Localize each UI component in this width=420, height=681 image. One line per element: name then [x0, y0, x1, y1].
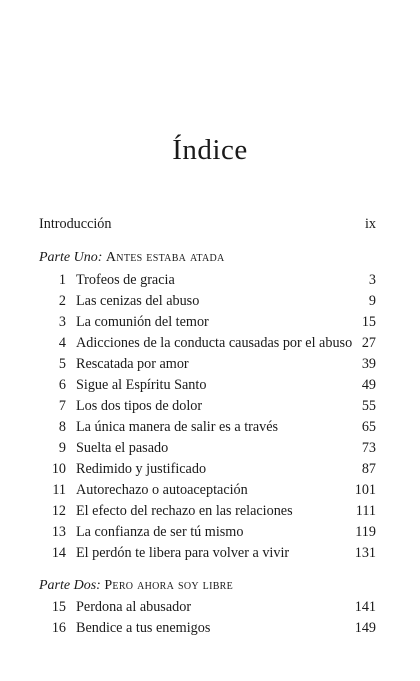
chapter-title: El perdón te libera para volver a vivir	[76, 545, 290, 561]
chapter-page: 141	[354, 599, 376, 615]
chapter-title: La comunión del temor	[76, 314, 209, 330]
chapter-title: Perdona al abusador	[76, 599, 192, 615]
toc-entry-11[interactable]	[39, 480, 376, 500]
toc-entry-title: Introducción	[39, 216, 112, 232]
chapter-page: 87	[361, 461, 376, 477]
chapter-title: Redimido y justificado	[76, 461, 207, 477]
chapter-number: 10	[51, 461, 66, 477]
chapter-page: 101	[354, 482, 376, 498]
chapter-title: Rescatada por amor	[76, 356, 189, 372]
chapter-page: 39	[361, 356, 376, 372]
toc-entry-8[interactable]	[39, 417, 376, 437]
chapter-page: 3	[368, 272, 376, 288]
chapter-title: Adicciones de la conducta causadas por el abuso	[76, 335, 353, 351]
chapter-title: Las cenizas del abuso	[76, 293, 200, 309]
chapter-number: 8	[58, 419, 66, 435]
toc-entry-page: ix	[364, 216, 376, 232]
toc-entry-7[interactable]	[39, 396, 376, 416]
toc-entry-9[interactable]	[39, 438, 376, 458]
chapter-title: Los dos tipos de dolor	[76, 398, 203, 414]
toc-entry-5[interactable]	[39, 354, 376, 374]
page-title: Índice	[172, 134, 248, 166]
chapter-title: La única manera de salir es a través	[76, 419, 279, 435]
chapter-page: 55	[361, 398, 376, 414]
chapter-page: 131	[354, 545, 376, 561]
chapter-number: 6	[58, 377, 66, 393]
chapter-number: 12	[51, 503, 66, 519]
part-title: Antes estaba atada	[105, 250, 225, 265]
chapter-page: 73	[361, 440, 376, 456]
toc-entry-2[interactable]	[39, 291, 376, 311]
toc-entry-12[interactable]	[39, 501, 376, 521]
toc-entry-16[interactable]	[39, 618, 376, 638]
toc-entry-3[interactable]	[39, 312, 376, 332]
toc-entry-intro[interactable]	[39, 214, 376, 234]
chapter-title: Trofeos de gracia	[76, 272, 175, 288]
toc-entry-10[interactable]	[39, 459, 376, 479]
chapter-number: 14	[51, 545, 66, 561]
chapter-title: Sigue al Espíritu Santo	[76, 377, 207, 393]
chapter-page: 65	[361, 419, 376, 435]
chapter-number: 7	[58, 398, 66, 414]
toc-entry-4[interactable]	[39, 333, 376, 353]
chapter-number: 5	[58, 356, 66, 372]
chapter-number: 2	[58, 293, 66, 309]
chapter-title: Bendice a tus enemigos	[76, 620, 211, 636]
chapter-page: 111	[355, 503, 376, 519]
toc-entry-14[interactable]	[39, 543, 376, 563]
chapter-number: 1	[58, 272, 66, 288]
part-title: Pero ahora soy libre	[104, 578, 234, 593]
chapter-page: 15	[361, 314, 376, 330]
part-heading-2	[39, 577, 233, 595]
chapter-number: 9	[58, 440, 66, 456]
chapter-number: 4	[58, 335, 66, 351]
chapter-page: 119	[355, 524, 376, 540]
chapter-page: 49	[361, 377, 376, 393]
chapter-title: La confianza de ser tú mismo	[76, 524, 244, 540]
chapter-number: 11	[52, 482, 66, 498]
toc-entry-1[interactable]	[39, 270, 376, 290]
chapter-page: 27	[361, 335, 376, 351]
chapter-number: 3	[58, 314, 66, 330]
toc-entry-13[interactable]	[39, 522, 376, 542]
part-label: Parte Dos:	[39, 578, 101, 593]
toc-entry-6[interactable]	[39, 375, 376, 395]
chapter-page: 149	[354, 620, 376, 636]
part-heading-1	[39, 249, 225, 267]
chapter-page: 9	[368, 293, 376, 309]
chapter-number: 13	[51, 524, 66, 540]
chapter-number: 16	[51, 620, 66, 636]
chapter-number: 15	[51, 599, 66, 615]
chapter-title: Suelta el pasado	[76, 440, 169, 456]
chapter-title: El efecto del rechazo en las relaciones	[76, 503, 293, 519]
part-label: Parte Uno:	[39, 250, 103, 265]
chapter-title: Autorechazo o autoaceptación	[76, 482, 248, 498]
toc-entry-15[interactable]	[39, 597, 376, 617]
